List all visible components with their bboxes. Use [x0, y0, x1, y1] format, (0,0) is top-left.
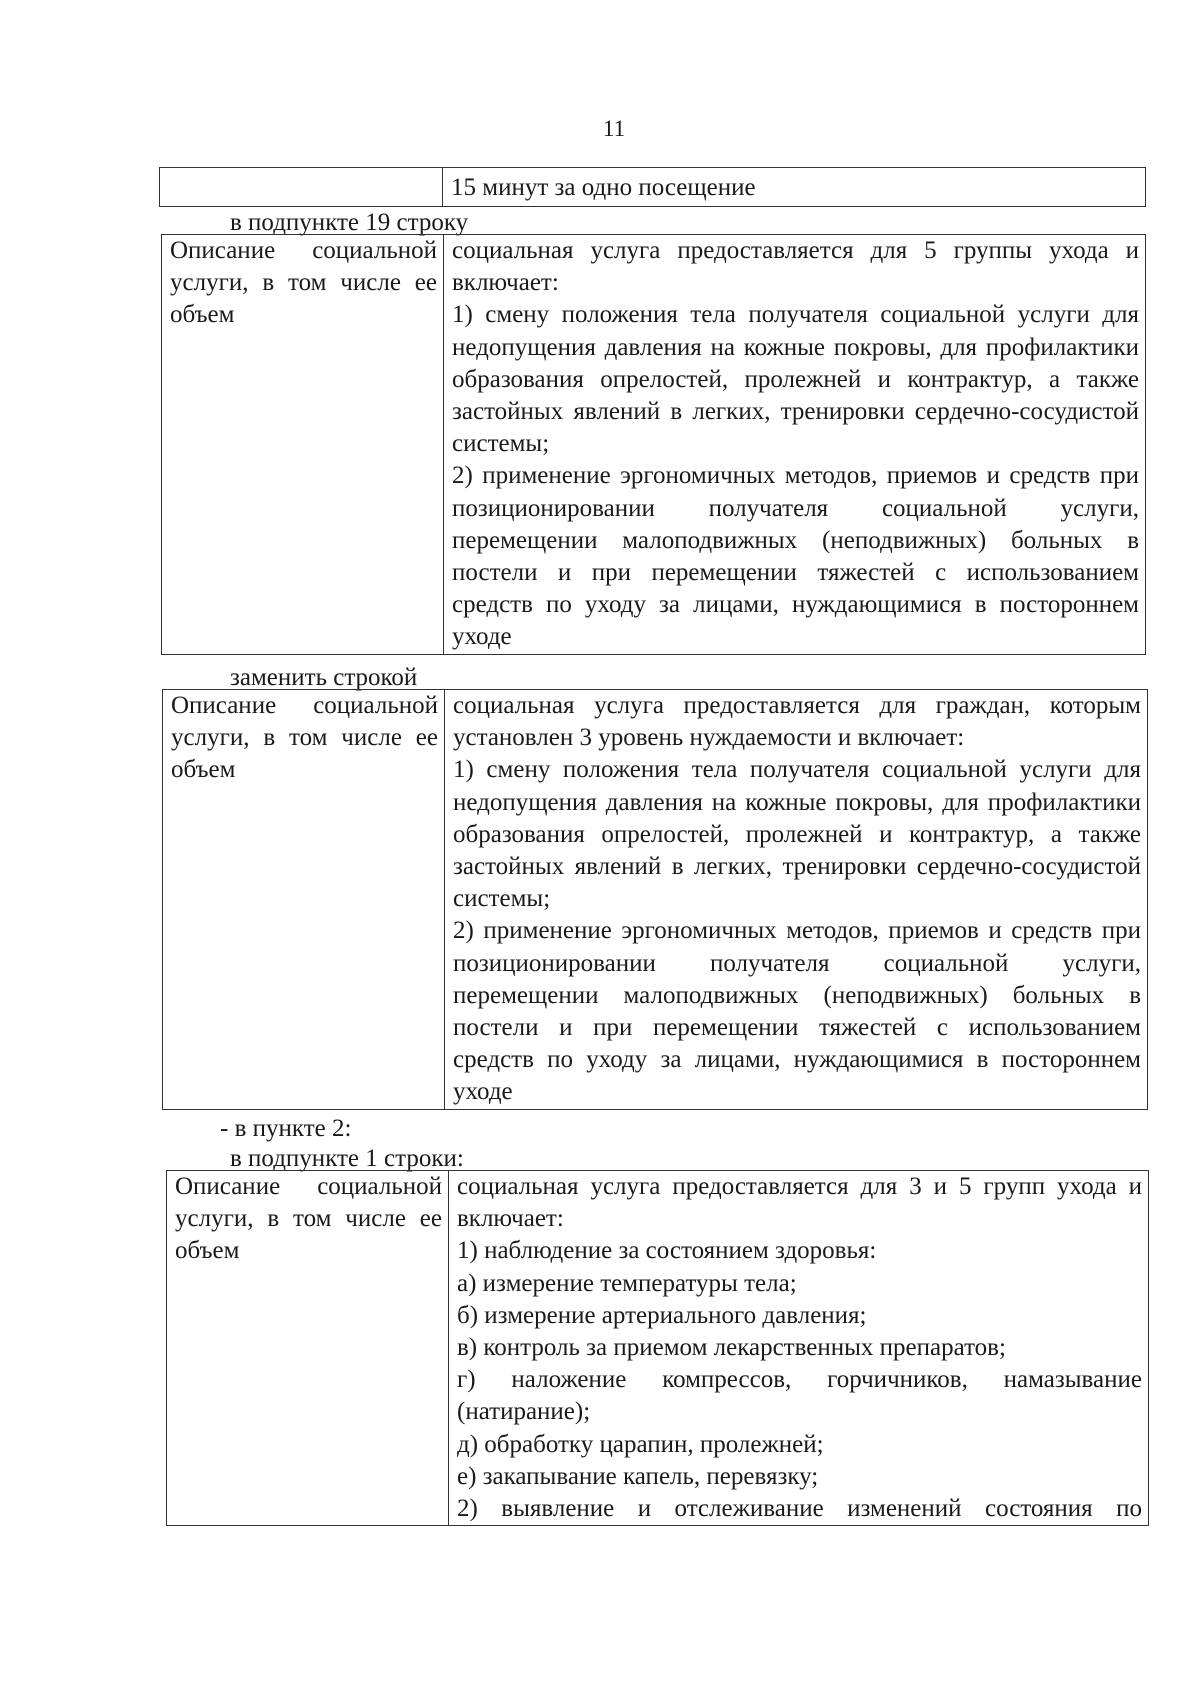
paragraph: 1) смену положения тела получателя социальной услуги для недопущения давления на кожные покровы, для профилактики образования опрелостей, пролежней и контрактур, а также застойных явлений в легких, тренировки сердечно-сосудистой системы;: [453, 756, 1141, 913]
paragraph: социальная услуга предоставляется для 5 группы ухода и включает:: [452, 237, 1139, 297]
table-cell-right: 15 минут за одно посещение: [443, 168, 1146, 207]
table-cell-label: [163, 690, 445, 1110]
paragraph: г) наложение компрессов, горчичников, намазывание (натирание);: [457, 1366, 1142, 1426]
paragraph: 2) применение эргономичных методов, приемов и средств при позиционировании получателя социальной услуги, перемещении малоподвижных (неподвижных) больных в постели и при перемещении тяжестей с использованием средств по уходу за лицами, нуждающимися в постороннем уходе: [453, 917, 1141, 1106]
table-cell-description: [444, 235, 1146, 655]
page-number: 11: [602, 116, 626, 141]
paragraph: д) обработку царапин, пролежней;: [457, 1430, 824, 1458]
paragraph: 2) применение эргономичных методов, приемов и средств при позиционировании получателя социальной услуги, перемещении малоподвижных (неподвижных) больных в постели и при перемещении тяжестей с использованием средств по уходу за лицами, нуждающимися в постороннем уходе: [452, 462, 1139, 651]
label-text: Описание социальной услуги, в том числе ее объем: [175, 1173, 442, 1265]
section-heading: в подпункте 1 строки:: [230, 1145, 464, 1172]
table-cell-description: [449, 1171, 1149, 1526]
paragraph: б) измерение артериального давления;: [457, 1301, 867, 1329]
section-heading: заменить строкой: [230, 664, 418, 691]
table-continuation: [159, 167, 1146, 207]
table-row: [160, 168, 1146, 207]
table-cell-label: [162, 235, 444, 655]
paragraph: 2) выявление и отслеживание изменений состояния по: [457, 1495, 1142, 1523]
table-new-row: [162, 689, 1148, 1110]
table-row: [167, 1171, 1149, 1526]
table-subpoint-row: [166, 1170, 1149, 1526]
paragraph: 1) наблюдение за состоянием здоровья:: [457, 1237, 877, 1265]
table-cell-description: [445, 690, 1148, 1110]
table-cell-left: [160, 168, 443, 207]
table-row: [163, 690, 1148, 1110]
paragraph: е) закапывание капель, перевязку;: [457, 1462, 819, 1490]
paragraph: в) контроль за приемом лекарственных препаратов;: [457, 1334, 1006, 1362]
paragraph: а) измерение температуры тела;: [457, 1269, 797, 1297]
section-heading: - в пункте 2:: [220, 1115, 352, 1142]
paragraph: 1) смену положения тела получателя социальной услуги для недопущения давления на кожные покровы, для профилактики образования опрелостей, пролежней и контрактур, а также застойных явлений в легких, тренировки сердечно-сосудистой системы;: [452, 301, 1139, 458]
table-row: [162, 235, 1146, 655]
label-text: Описание социальной услуги, в том числе ее объем: [170, 237, 437, 329]
table-old-row: [161, 234, 1146, 655]
label-text: Описание социальной услуги, в том числе ее объем: [171, 692, 438, 784]
section-heading: в подпункте 19 строку: [230, 209, 469, 236]
paragraph: социальная услуга предоставляется для граждан, которым установлен 3 уровень нуждаемости и включает:: [453, 692, 1141, 752]
paragraph: социальная услуга предоставляется для 3 и 5 групп ухода и включает:: [457, 1173, 1142, 1233]
table-cell-label: [167, 1171, 449, 1526]
